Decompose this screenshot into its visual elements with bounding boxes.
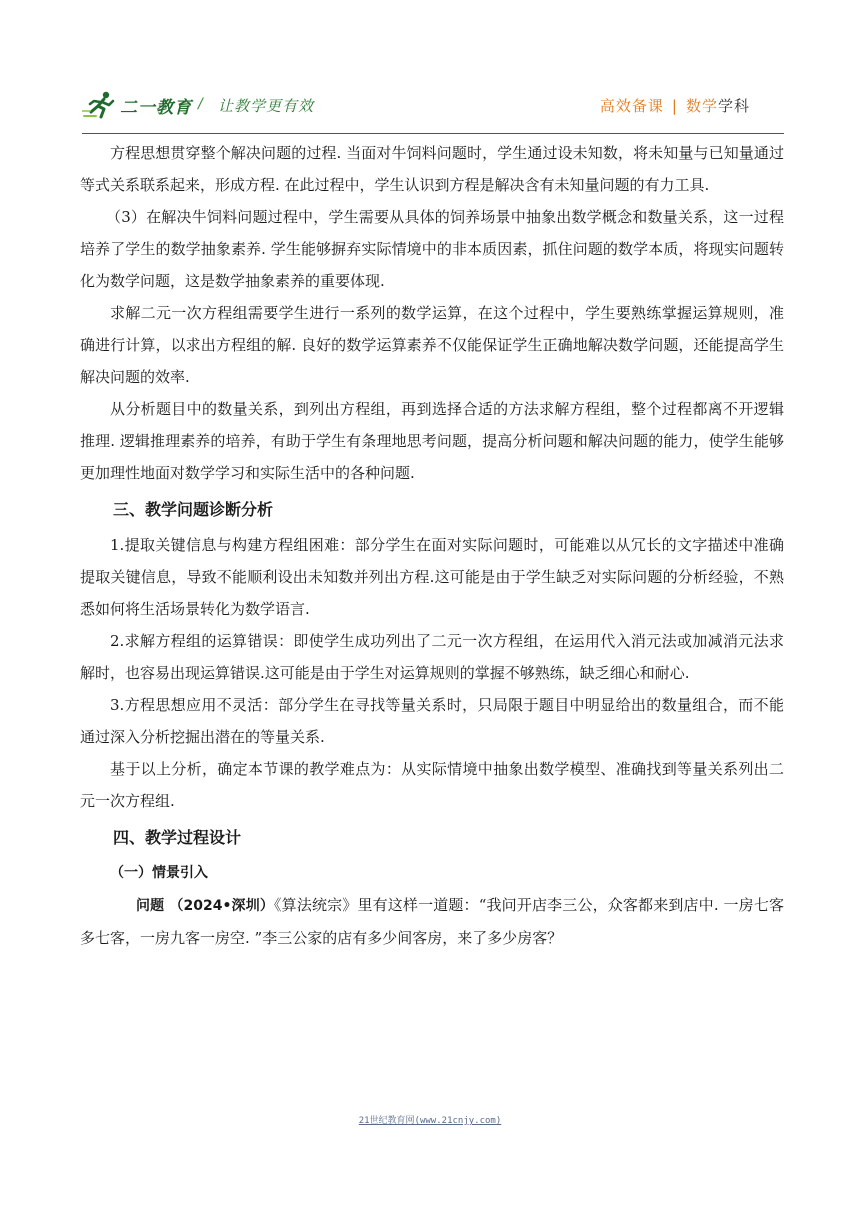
header-subject-suffix: 学科 — [717, 97, 750, 115]
section-title: 四、教学过程设计 — [113, 828, 242, 847]
paragraph: 从分析题目中的数量关系，到列出方程组，再到选择合适的方法求解方程组，整个过程都离不开逻辑推理. 逻辑推理素养的培养，有助于学生有条理地思考问题，提高分析问题和解决问题的能力，使学生能够更加理性地面对数学学习和实际生活中的各种问题. — [80, 400, 784, 482]
slogan: 让教学更有效 — [218, 97, 315, 115]
problem-text: 《算法统宗》里有这样一道题：“我问开店李三公，众客都来到店中. 一房七客多七客，一房九客一房空. ”李三公家的店有多少间客房，来了多少房客？ — [80, 896, 784, 947]
subsection-title: （一）情景引入 — [110, 865, 208, 881]
section-title: 三、教学问题诊断分析 — [113, 500, 274, 519]
footer-link[interactable]: 21世纪教育网(www.21cnjy.com) — [358, 1116, 502, 1126]
header-right-separator: | — [671, 97, 678, 115]
paragraph: 1.提取关键信息与构建方程组困难：部分学生在面对实际问题时，可能难以从冗长的文字描述中准确提取关键信息，导致不能顺利设出未知数并列出方程.这可能是由于学生缺乏对实际问题的分析经验，不熟悉如何将生活场景转化为数学语言. — [80, 536, 784, 618]
header-subject: 数学 — [685, 97, 718, 115]
problem-lead: 问题 （2024•深圳） — [136, 898, 275, 914]
header-divider — [82, 133, 784, 134]
document-body — [80, 137, 784, 954]
paragraph: 3.方程思想应用不灵活：部分学生在寻找等量关系时，只局限于题目中明显给出的数量组合，而不能通过深入分析挖掘出潜在的等量关系. — [80, 696, 784, 746]
paragraph: 求解二元一次方程组需要学生进行一系列的数学运算，在这个过程中，学生要熟练掌握运算规则，准确进行计算，以求出方程组的解. 良好的数学运算素养不仅能保证学生正确地解决数学问题，还能提高学生解决问题的效率. — [80, 304, 784, 386]
paragraph: 基于以上分析，确定本节课的教学难点为：从实际情境中抽象出数学模型、准确找到等量关系列出二元一次方程组. — [80, 760, 784, 810]
paragraph: 方程思想贯穿整个解决问题的过程. 当面对牛饲料问题时，学生通过设未知数，将未知量与已知量通过等式关系联系起来，形成方程. 在此过程中，学生认识到方程是解决含有未知量问题的有力工具. — [80, 144, 784, 194]
header-right-label: 高效备课 — [599, 97, 664, 115]
page-header — [82, 88, 784, 134]
header-right — [600, 95, 750, 116]
paragraph: 2.求解方程组的运算错误：即使学生成功列出了二元一次方程组，在运用代入消元法或加减消元法求解时，也容易出现运算错误.这可能是由于学生对运算规则的掌握不够熟练，缺乏细心和耐心. — [80, 632, 784, 682]
paragraph: （3）在解决牛饲料问题过程中，学生需要从具体的饲养场景中抽象出数学概念和数量关系，这一过程培养了学生的数学抽象素养. 学生能够摒弃实际情境中的非本质因素，抓住问题的数学本质，将现实问题转化为数学问题，这是数学抽象素养的重要体现. — [80, 208, 784, 290]
problem-paragraph — [80, 889, 784, 954]
running-figure-icon — [82, 90, 118, 120]
slogan-separator: / — [198, 96, 203, 112]
logo-text: 二一教育 — [120, 97, 192, 118]
logo — [82, 90, 192, 120]
